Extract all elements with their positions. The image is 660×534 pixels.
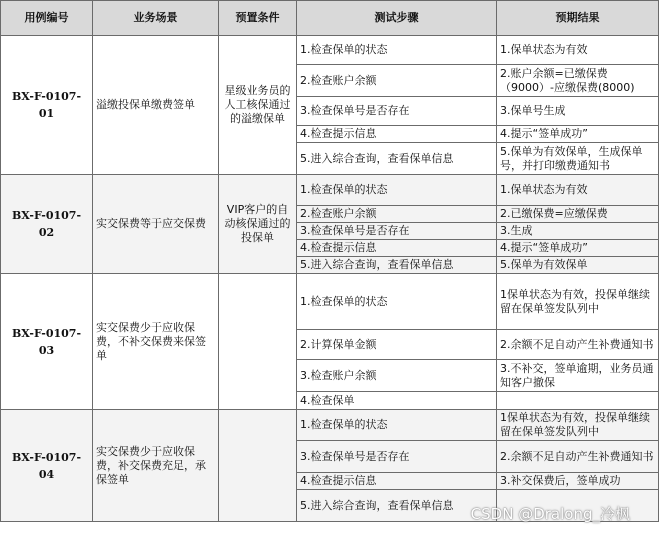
case-id-line2: 04 (38, 467, 55, 481)
expected-cell: 3.保单号生成 (497, 97, 659, 126)
step-cell: 4.检查提示信息 (297, 126, 497, 143)
expected-cell: 3.补交保费后，签单成功 (497, 473, 659, 490)
expected-cell: 2.账户余额=已缴保费（9000）-应缴保费(8000) (497, 65, 659, 97)
step-cell: 1.检查保单的状态 (297, 175, 497, 206)
step-cell: 1.检查保单的状态 (297, 274, 497, 330)
step-cell: 2.检查账户余额 (297, 65, 497, 97)
expected-cell: 2.余额不足自动产生补费通知书 (497, 441, 659, 473)
case-id-cell (1, 36, 93, 175)
precondition-cell (219, 410, 297, 522)
precondition-cell (219, 274, 297, 410)
scenario-cell: 实交保费少于应收保费，补交保费充足，承保签单 (93, 410, 219, 522)
header-scenario: 业务场景 (93, 1, 219, 36)
step-cell: 5.进入综合查询，查看保单信息 (297, 490, 497, 522)
precondition-cell: 星级业务员的人工核保通过的溢缴保单 (219, 36, 297, 175)
expected-cell: 4.提示“签单成功” (497, 126, 659, 143)
scenario-cell: 实交保费少于应收保费，不补交保费来保签单 (93, 274, 219, 410)
expected-cell: 1保单状态为有效，投保单继续留在保单签发队列中 (497, 274, 659, 330)
case-group-1 (1, 36, 659, 175)
table-row (1, 36, 659, 65)
case-id-line1: BX-F-0107- (11, 90, 82, 103)
header-precondition: 预置条件 (219, 1, 297, 36)
step-cell: 4.检查提示信息 (297, 473, 497, 490)
table-row (1, 274, 659, 330)
case-id-line2: 01 (38, 107, 55, 120)
expected-cell: 2.余额不足自动产生补费通知书 (497, 330, 659, 360)
step-cell: 3.检查保单号是否存在 (297, 97, 497, 126)
watermark-text: CSDN @Dralong_冷枫 (470, 505, 630, 523)
header-row (1, 1, 659, 36)
step-cell: 3.检查保单号是否存在 (297, 223, 497, 240)
expected-cell (497, 392, 659, 410)
expected-cell: 5.保单为有效保单，生成保单号，并打印缴费通知书 (497, 143, 659, 175)
case-id-line1: BX-F-0107- (11, 209, 82, 222)
case-id-cell (1, 274, 93, 410)
expected-cell: 4.提示“签单成功” (497, 240, 659, 257)
table-row (1, 410, 659, 441)
expected-cell: 5.保单为有效保单 (497, 257, 659, 274)
case-id-line2: 02 (38, 226, 55, 239)
case-group-3 (1, 274, 659, 410)
scenario-cell: 实交保费等于应交保费 (93, 175, 219, 274)
step-cell: 3.检查保单号是否存在 (297, 441, 497, 473)
case-id-line1: BX-F-0107- (11, 326, 82, 340)
precondition-cell: VIP客户的自动核保通过的投保单 (219, 175, 297, 274)
expected-cell: 1.保单状态为有效 (497, 175, 659, 206)
header-test-steps: 测试步骤 (297, 1, 497, 36)
step-cell: 4.检查提示信息 (297, 240, 497, 257)
expected-cell: 3.不补交，签单逾期，业务员通知客户撤保 (497, 360, 659, 392)
step-cell: 5.进入综合查询，查看保单信息 (297, 143, 497, 175)
expected-cell: 3.生成 (497, 223, 659, 240)
step-cell: 4.检查保单 (297, 392, 497, 410)
step-cell: 3.检查账户余额 (297, 360, 497, 392)
header-case-id: 用例编号 (1, 1, 93, 36)
step-cell: 5.进入综合查询，查看保单信息 (297, 257, 497, 274)
case-id-line2: 03 (38, 343, 55, 357)
expected-cell: 2.已缴保费=应缴保费 (497, 206, 659, 223)
case-id-cell (1, 175, 93, 274)
step-cell: 2.检查账户余额 (297, 206, 497, 223)
scenario-cell: 溢缴投保单缴费签单 (93, 36, 219, 175)
expected-cell: 1保单状态为有效，投保单继续留在保单签发队列中 (497, 410, 659, 441)
case-id-line1: BX-F-0107- (11, 450, 82, 464)
table-row (1, 175, 659, 206)
case-group-2 (1, 175, 659, 274)
step-cell: 1.检查保单的状态 (297, 410, 497, 441)
expected-cell: 1.保单状态为有效 (497, 36, 659, 65)
step-cell: 1.检查保单的状态 (297, 36, 497, 65)
case-id-cell (1, 410, 93, 522)
step-cell: 2.计算保单金额 (297, 330, 497, 360)
header-expected-result: 预期结果 (497, 1, 659, 36)
